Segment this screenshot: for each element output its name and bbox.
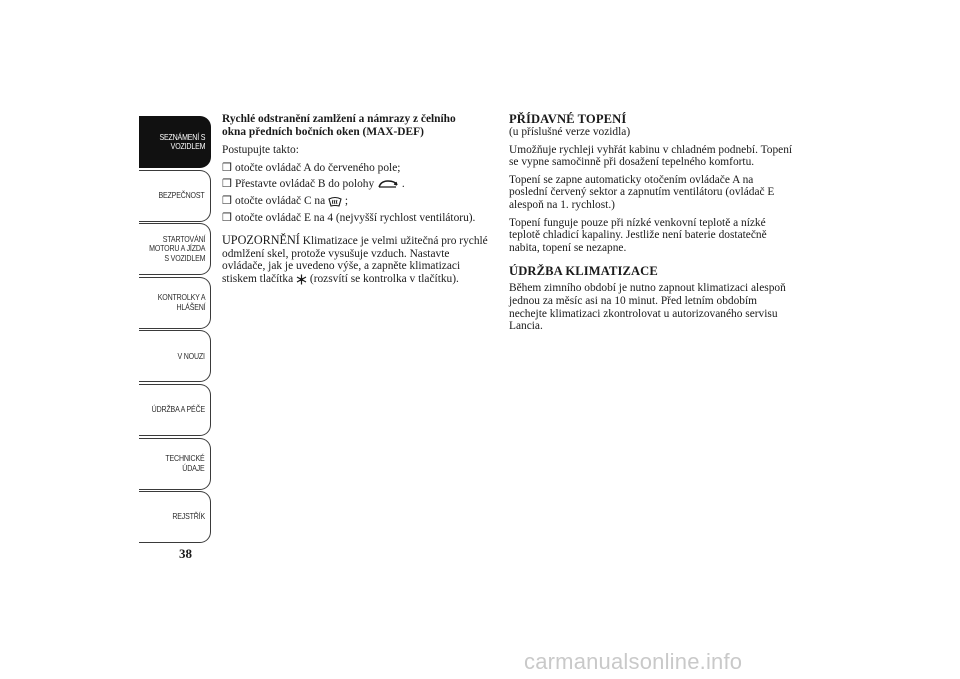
list-item-text: Přestavte ovládač B do polohy [235,178,375,191]
section-subtitle: (u příslušné verze vozidla) [509,126,631,138]
tab-startovani-motoru[interactable] [139,223,211,275]
section-heading-max-def [222,113,490,138]
tab-v-nouzi[interactable] [139,330,211,382]
heading-line: Rychlé odstranění zamlžení a námrazy z čelního [222,113,456,125]
paragraph: Umožňuje rychleji vyhřát kabinu v chladném podnebí. Topení se vypne samočinně při dosažení tepelného komfortu. [509,143,793,169]
windshield-defrost-icon [328,196,342,207]
list-item-suffix: ; [342,194,349,207]
list-item-suffix: . [399,178,405,191]
right-column [509,113,794,338]
list-item [222,195,490,208]
tab-label: BEZPEČNOST [158,190,205,200]
warning-text: Klimatizace je velmi užitečná pro rychlé odmlžení skel, protože vysušuje vzduch. Nastavte ovládače, jak je uvedeno výše, a zapněte klimatizaci stiskem tlačítka [222,235,488,285]
tab-technicke-udaje[interactable] [139,438,211,490]
left-column [222,113,490,291]
sidebar-tabs [139,116,211,545]
list-item-text: otočte ovládač C na [235,194,326,207]
checkbox-bullet-icon: ❒ [222,194,232,207]
tab-bezpecnost[interactable] [139,170,211,222]
tab-label: V NOUZI [177,351,205,361]
section-heading-pridavne-topeni: PŘÍDAVNÉ TOPENÍ [509,112,627,126]
section-heading-udrzba-klimatizace: ÚDRŽBA KLIMATIZACE [509,264,658,279]
list-item [222,212,490,225]
paragraph: Topení funguje pouze při nízké venkovní teplotě a nízké teplotě chladicí kapaliny. Jestliže není baterie dostatečně nabita, topení se nezapne. [509,216,767,254]
paragraph: Topení se zapne automaticky otočením ovládače A na poslední červený sektor a zapnutím ventilátoru (ovládač E alespoň na 1. rychlost.) [509,173,775,211]
tab-label: KONTROLKY A HLÁŠENÍ [157,293,205,312]
watermark: carmanualsonline.info [524,649,743,674]
tab-label: ÚDRŽBA A PÉČE [151,405,205,415]
recirculation-icon [377,179,399,190]
tab-label: STARTOVÁNÍ MOTORU A JÍZDA S VOZIDLEM [148,235,205,263]
tab-kontrolky-a-hlaseni[interactable] [139,277,211,329]
paragraph: Během zimního období je nutno zapnout klimatizaci alespoň jednou za měsíc asi na 10 minut. Před letním obdobím nechejte klimatizaci zkontrolovat u autorizovaného servisu Lancia. [509,282,786,333]
checkbox-bullet-icon: ❒ [222,178,232,191]
warning-title: UPOZORNĚNÍ [222,233,300,248]
warning-text-end: (rozsvítí se kontrolka v tlačítku). [307,272,459,285]
snowflake-icon [296,274,307,285]
list-item-text: otočte ovládač A do červeného pole; [235,161,401,174]
tab-seznameni-s-vozidlem[interactable] [139,116,211,168]
warning-paragraph [222,234,490,285]
tab-label: TECHNICKÉ ÚDAJE [165,454,205,473]
heading-line: okna předních bočních oken (MAX-DEF) [222,125,424,138]
tab-udrzba-a-pece[interactable] [139,384,211,436]
intro-text: Postupujte takto: [222,144,299,157]
tab-label: REJSTŘÍK [172,512,205,522]
tab-label: SEZNÁMENÍ S VOZIDLEM [159,132,205,151]
tab-rejstrik[interactable] [139,491,211,543]
checkbox-bullet-icon: ❒ [222,161,232,174]
page-number: 38 [179,546,192,561]
list-item-text: otočte ovládač E na 4 (nejvyšší rychlost ventilátoru). [235,211,476,224]
list-item [222,178,490,191]
checkbox-bullet-icon: ❒ [222,211,232,224]
list-item [222,162,490,175]
